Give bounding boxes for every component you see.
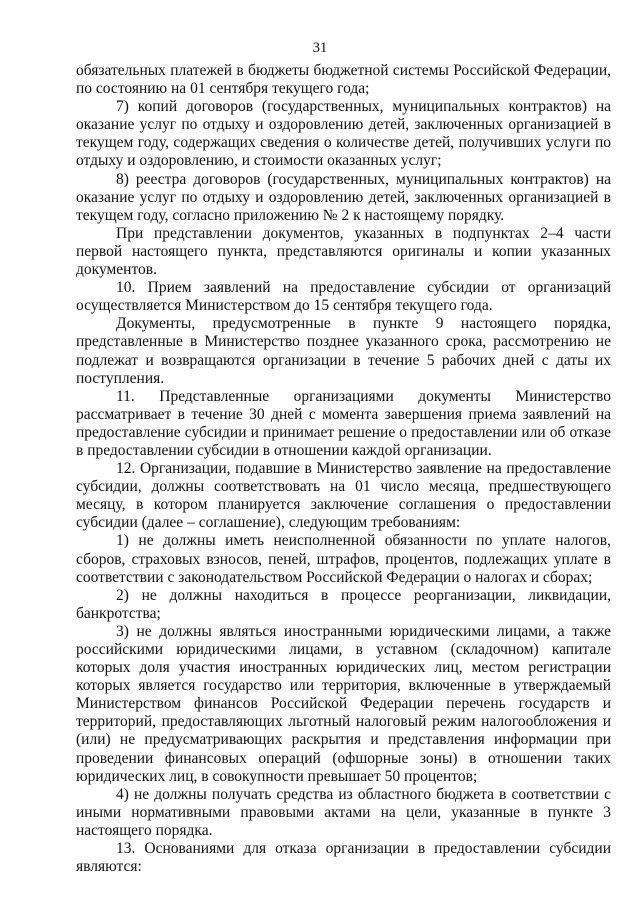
- paragraph-requirement-3: 3) не должны являться иностранными юридическими лицами, а также российскими юридическими лицами, в уставном (складочном) капитале которых доля участия иностранных юридических лиц, местом регистрации которых является государство или территория, включенные в утверждаемый Министерством финансов Российской Федерации перечень государств и территорий, предоставляющих льготный налоговый режим налогообложения и (или) не предусматривающих раскрытия и представления информации при проведении финансовых операций (офшорные зоны) в отношении таких юридических лиц, в совокупности превышает 50 процентов;: [76, 622, 611, 785]
- paragraph-item-7: 7) копий договоров (государственных, муниципальных контрактов) на оказание услуг по отдыху и оздоровлению детей, заключенных организацией в текущем году, содержащих сведения о количестве детей, получивших услуги по отдыху и оздоровлению, и стоимости оказанных услуг;: [76, 98, 611, 170]
- paragraph-section-10: 10. Прием заявлений на предоставление субсидии от организаций осуществляется Министерством до 15 сентября текущего года.: [76, 279, 611, 315]
- paragraph-section-12: 12. Организации, подавшие в Министерство заявление на предоставление субсидии, должны соответствовать на 01 число месяца, предшествующего месяцу, в котором планируется заключение соглашения о предоставлении субсидии (далее – соглашение), следующим требованиям:: [76, 460, 611, 532]
- paragraph-requirement-1: 1) не должны иметь неисполненной обязанности по уплате налогов, сборов, страховых взносов, пеней, штрафов, процентов, подлежащих уплате в соответствии с законодательством Российской Федерации о налогах и сборах;: [76, 532, 611, 586]
- page-number: 31: [312, 40, 328, 56]
- paragraph-item-8: 8) реестра договоров (государственных, муниципальных контрактов) на оказание услуг по отдыху и оздоровлению детей, заключенных организацией в текущем году, согласно приложению № 2 к настоящему порядку.: [76, 170, 611, 224]
- paragraph-originals-note: При представлении документов, указанных в подпунктах 2–4 части первой настоящего пункта, представляются оригиналы и копии указанных документов.: [76, 224, 611, 279]
- paragraph-requirement-4: 4) не должны получать средства из областного бюджета в соответствии с иными нормативными правовыми актами на цели, указанные в пункте 3 настоящего порядка.: [76, 785, 611, 839]
- paragraph-continuation: обязательных платежей в бюджеты бюджетной системы Российской Федерации, по состоянию на 01 сентября текущего года;: [76, 62, 611, 98]
- paragraph-requirement-2: 2) не должны находиться в процессе реорганизации, ликвидации, банкротства;: [76, 586, 611, 622]
- paragraph-section-13: 13. Основаниями для отказа организации в предоставлении субсидии являются:: [76, 840, 611, 876]
- paragraph-late-documents: Документы, предусмотренные в пункте 9 настоящего порядка, представленные в Министерство позднее указанного срока, рассмотрению не подлежат и возвращаются организации в течение 5 рабочих дней с даты их поступления.: [76, 315, 611, 387]
- document-body: [76, 62, 611, 876]
- paragraph-section-11: 11. Представленные организациями документы Министерство рассматривает в течение 30 дней с момента завершения приема заявлений на предоставление субсидии и принимает решение о предоставлении или об отказе в предоставлении субсидии в отношении каждой организации.: [76, 387, 611, 459]
